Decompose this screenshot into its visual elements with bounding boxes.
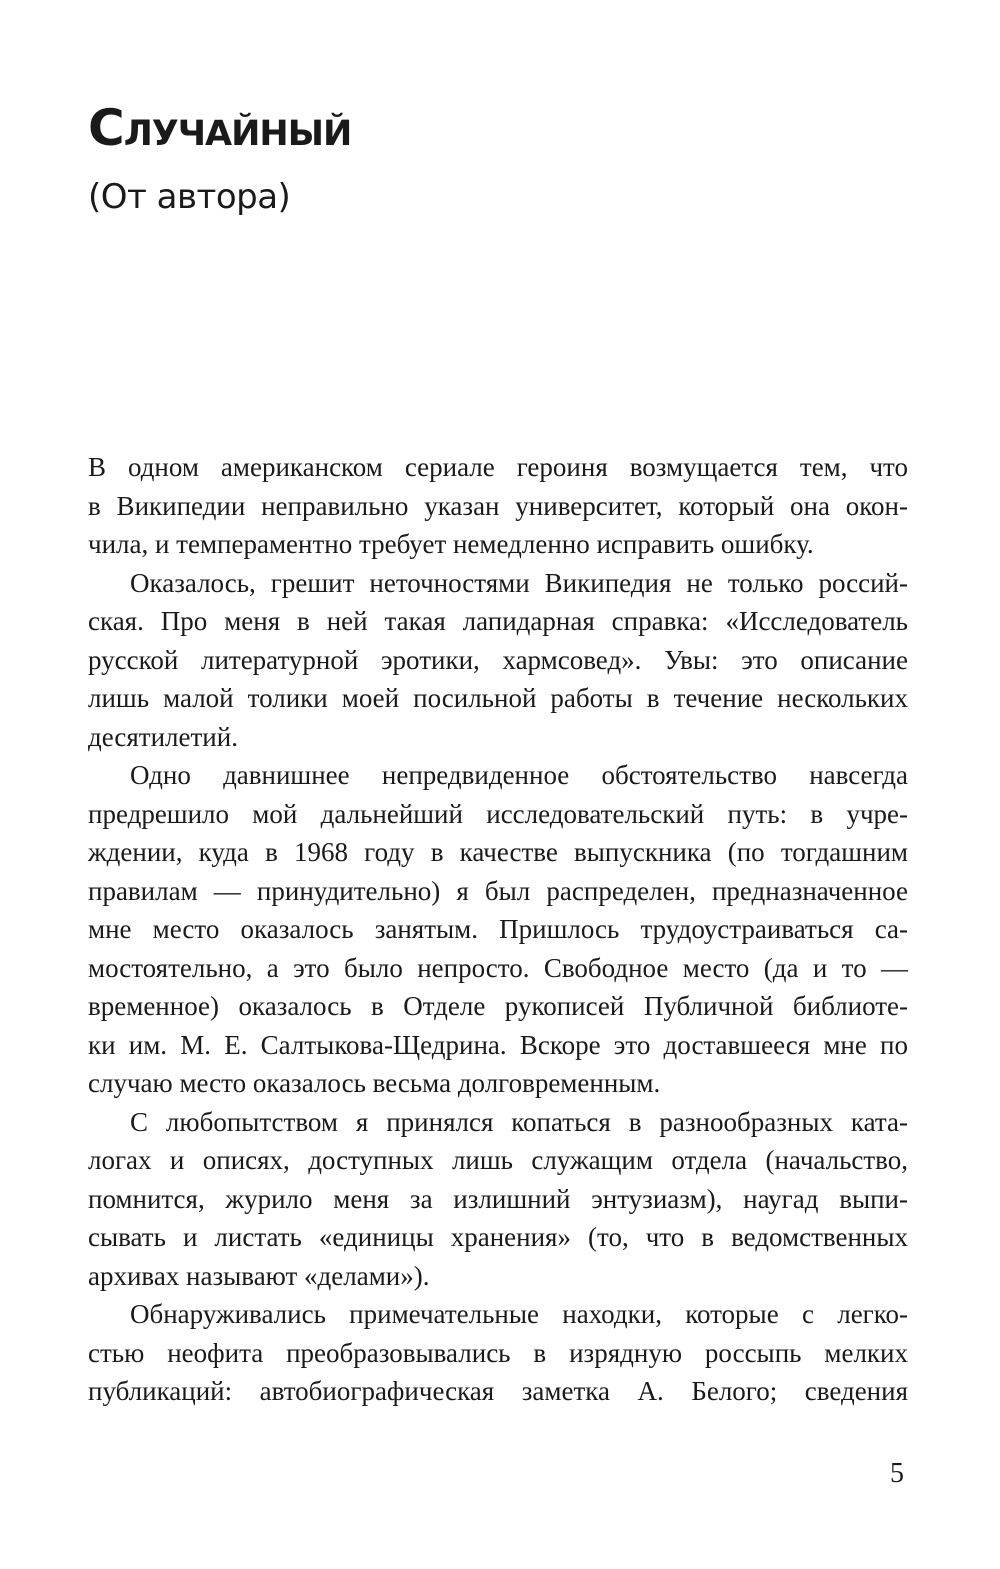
text-line: стью неофита преобразовывались в изрядную россыпь мелких: [88, 1337, 908, 1368]
text-line: временное) оказалось в Отделе рукописей Публичной библиоте-: [88, 991, 908, 1021]
text-line: мостоятельно, а это было непросто. Свободное место (да и то —: [88, 952, 908, 983]
body-text: [88, 448, 908, 1411]
text-line: В одном американском сериале героиня возмущается тем, что: [88, 452, 908, 482]
paragraph: [88, 1103, 908, 1296]
text-line: мне место оказалось занятым. Пришлось трудоустраиваться са-: [88, 914, 908, 944]
text-line: русской литературной эротики, хармсовед». Увы: это описание: [88, 644, 908, 675]
text-line: сывать и листать «единицы хранения» (то, что в ведомственных: [88, 1222, 908, 1252]
page-number: 5: [890, 1458, 904, 1489]
text-line: ская. Про меня в ней такая лапидарная справка: «Исследователь: [88, 606, 908, 636]
text-line: десятилетий.: [88, 721, 238, 752]
text-line: ки им. М. Е. Салтыкова-Щедрина. Вскоре это доставшееся мне по: [88, 1029, 908, 1060]
chapter-subtitle: (От автора): [88, 177, 291, 217]
text-line: чила, и темпераментно требует немедленно исправить ошибку.: [88, 529, 814, 559]
text-line: логах и описях, доступных лишь служащим отдела (начальство,: [88, 1145, 908, 1175]
text-line: правилам — принудительно) я был распределен, предназначенное: [88, 875, 908, 906]
chapter-title: Случайный: [88, 99, 352, 157]
text-line: ждении, куда в 1968 году в качестве выпускника (по тогдашним: [88, 837, 908, 867]
paragraph: [88, 1295, 908, 1411]
text-line: помнится, журило меня за излишний энтузиазм), наугад выпи-: [88, 1183, 908, 1214]
text-line: Одно давнишнее непредвиденное обстоятельство навсегда: [130, 760, 908, 790]
text-line: случаю место оказалось весьма долговременным.: [88, 1068, 661, 1098]
text-line: Обнаруживались примечательные находки, которые с легко-: [130, 1299, 908, 1329]
text-line: С любопытством я принялся копаться в разнообразных ката-: [130, 1106, 908, 1137]
paragraph: [88, 564, 908, 757]
text-line: в Википедии неправильно указан университет, который она окон-: [88, 490, 908, 521]
text-line: предрешило мой дальнейший исследовательский путь: в учре-: [88, 798, 908, 829]
text-line: Оказалось, грешит неточностями Википедия не только россий-: [130, 567, 908, 598]
text-line: публикаций: автобиографическая заметка А. Белого; сведения: [88, 1376, 908, 1406]
paragraph: [88, 448, 908, 564]
text-line: архивах называют «делами»).: [88, 1260, 430, 1291]
text-line: лишь малой толики моей посильной работы в течение нескольких: [88, 683, 908, 713]
paragraph: [88, 756, 908, 1103]
